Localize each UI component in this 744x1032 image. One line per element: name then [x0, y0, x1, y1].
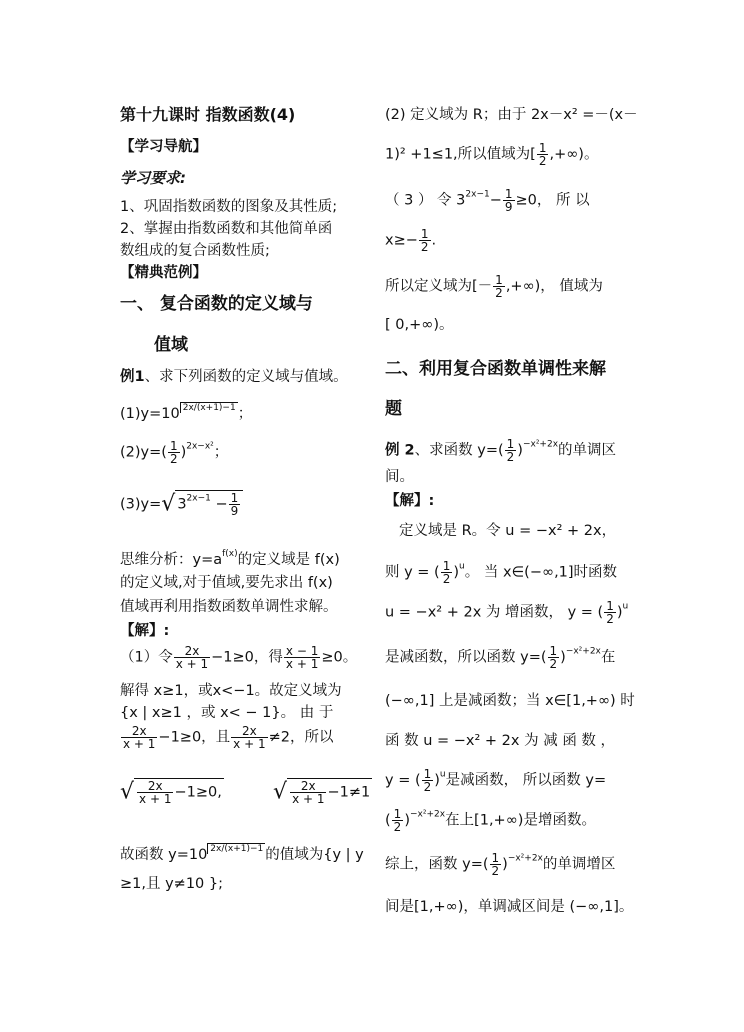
r-line-2: 1)² +1≤1,所以值域为[ $\frac{1}{2}$ ,+∞)。 — [385, 141, 599, 168]
t-line-1: 定义域是 R。令 u = −x² + 2x， — [399, 523, 617, 539]
t-line-4: 是减函数，所以函数 y=( $\frac{1}{2}$ )$^{-x^2+2x}$在 — [385, 644, 616, 671]
formula-2-exp: 2x−x² — [186, 441, 214, 452]
requirements-heading: 学习要求: — [120, 169, 186, 187]
solution-7: ≥1,且 y≠10 }; — [120, 876, 223, 892]
t-line-5: (−∞,1] 上是减函数；当 x∈[1,+∞) 时 — [385, 693, 635, 709]
solution-3: {x | x≥1 ，或 x< − 1}。 由 于 — [120, 705, 334, 721]
formula-1-exp: 2x/(x+1)−1 — [180, 402, 238, 413]
think-2: 的定义域,对于值域,要先求出 f(x) — [120, 575, 333, 591]
r-line-1: (2) 定义域为 R；由于 2x－x² =－(x－ — [385, 107, 638, 123]
solution-5: √ $\frac{2x}{x + 1}$ −1≥0, √ $\frac{2x}{x + 1}$ −1≠1 — [120, 779, 371, 806]
examples-heading: 【精典范例】 — [120, 265, 207, 281]
t-line-7: y = ( $\frac{1}{2}$ )$^u$是减函数， 所以函数 y= — [385, 767, 607, 794]
t-line-2: 则 y = ( $\frac{1}{2}$ )$^u$。 当 x∈(−∞,1]时函数 — [385, 559, 618, 586]
req-1: 1、巩固指数函数的图象及其性质; — [120, 199, 338, 215]
think-3: 值域再利用指数函数单调性求解。 — [120, 599, 338, 615]
r-line-3: （ 3 ） 令 $3^{2x-1}-$ $\frac{1}{9}$ ≥0， 所 以 — [385, 187, 590, 214]
heading-2a: 二、利用复合函数单调性来解 — [385, 359, 606, 379]
t-line-6: 函 数 u = −x² + 2x 为 减 函 数 ， — [385, 733, 616, 749]
req-2a: 2、掌握由指数函数和其他简单函 — [120, 221, 333, 237]
r-line-4: x≥− $\frac{1}{2}$ . — [385, 227, 437, 254]
r-line-5: 所以定义域为[－ $\frac{1}{2}$ ,+∞)， 值域为 — [385, 273, 603, 300]
formula-2: (2)y=( $\frac{1}{2}$ )$^{2x-x^2}$； — [120, 439, 229, 466]
r-line-6: [ 0,+∞)。 — [385, 317, 454, 333]
formula-1-base: (1)y=10 — [120, 406, 180, 422]
frac-half: $\frac{1}{2}$ — [169, 439, 178, 466]
solution-heading: 【解】: — [120, 623, 170, 639]
solution-2-heading: 【解】: — [385, 493, 435, 509]
solution-4: $\frac{2x}{x + 1}$ −1≥0，且 $\frac{2x}{x + 1}$ ≠2，所以 — [123, 724, 334, 751]
heading-2b: 题 — [385, 399, 402, 419]
t-line-10: 间是[1,+∞)，单调减区间是 (−∞,1]。 — [385, 899, 634, 915]
example-2: 例 2、求函数 y=( $\frac{1}{2}$ )$^{-x^2+2x}$的单调区 — [385, 437, 617, 464]
section-nav: 【学习导航】 — [120, 139, 207, 155]
example-2-cont: 间。 — [385, 469, 414, 485]
req-2b: 数组成的复合函数性质; — [120, 243, 270, 259]
t-line-3: u = −x² + 2x 为 增函数， y = ( $\frac{1}{2}$ )$^u$ — [385, 599, 629, 626]
t-line-9: 综上，函数 y=( $\frac{1}{2}$ )$^{-x^2+2x}$的单调增区 — [385, 851, 616, 878]
heading-1a: 一、 复合函数的定义域与 — [120, 294, 313, 314]
solution-6: 故函数 y=10 $^{2x/(x+1)-1}$ 的值域为{y | y — [120, 844, 364, 863]
example-1 — [120, 370, 348, 386]
lesson-title: 第十九课时 指数函数(4) — [120, 105, 296, 124]
example-1-label: 例1 — [120, 369, 145, 385]
solution-2: 解得 x≥1，或x<−1。故定义域为 — [120, 683, 342, 699]
t-line-8: ( $\frac{1}{2}$ )$^{-x^2+2x}$在上[1,+∞)是增函数。 — [385, 807, 596, 834]
solution-1: （1）令 $\frac{2x}{x + 1}$ −1≥0，得 $\frac{x - 1}{x + 1}$ ≥0。 — [120, 644, 358, 671]
heading-1b: 值域 — [154, 335, 188, 355]
think-1: 思维分析：$y=a^{f(x)}$的定义域是 f(x) — [120, 549, 340, 568]
example-1-text: 、求下列函数的定义域与值域。 — [144, 369, 348, 385]
formula-3: (3)y=√ $3^{2x-1}$ − $\frac{1}{9}$ — [120, 490, 243, 517]
formula-1: (1)y=10 $^{2x/(x+1)-1}$ ； — [120, 403, 253, 422]
